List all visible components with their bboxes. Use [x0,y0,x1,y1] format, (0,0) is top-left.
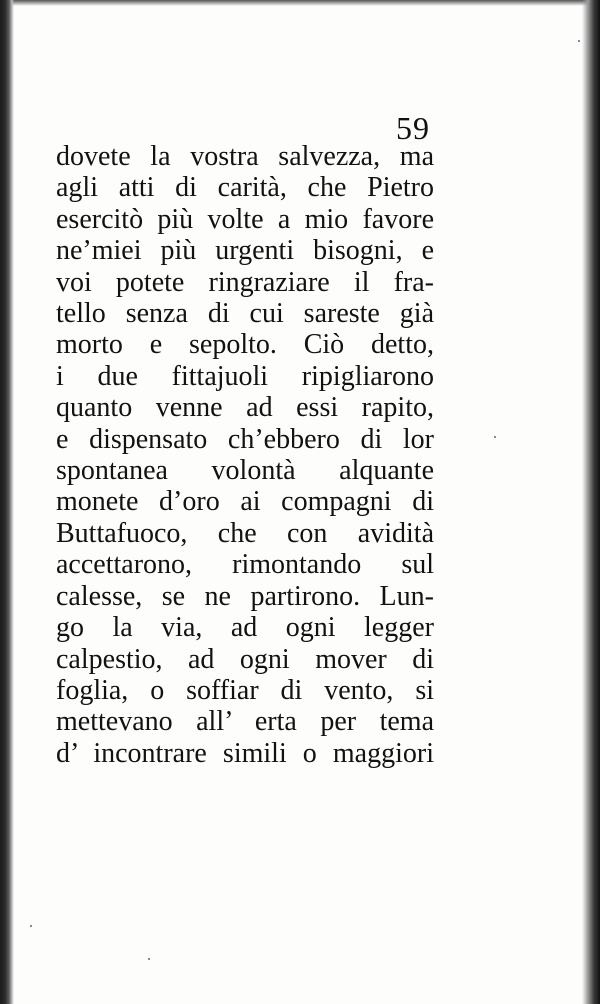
paper-speck [30,925,32,927]
text-line: voi potete ringraziare il fra- [56,266,434,298]
text-line: dovete la vostra salvezza, ma [56,141,434,172]
page-outer-edge [582,0,600,1004]
paper-speck [148,958,150,960]
text-line: tello senza di cui sareste già [56,298,434,330]
page-top-shadow [0,0,600,6]
text-line: esercitò più volte a mio favore [56,203,434,235]
text-line: i due fittajuoli ripigliarono [56,360,434,392]
text-line: monete d’oro ai compagni di [56,486,434,518]
text-line: spontanea volontà alquante [56,455,434,487]
text-line: accettarono, rimontando sul [56,549,434,581]
text-line: go la via, ad ogni legger [56,612,434,644]
paper-speck [494,436,496,438]
text-line: e dispensato ch’ebbero di lor [56,423,434,455]
text-line: d’ incontrare simili o maggiori [56,737,434,769]
text-line: Buttafuoco, che con avidità [56,517,434,549]
text-line: ne’miei più urgenti bisogni, e [56,235,434,267]
text-line: agli atti di carità, che Pietro [56,172,434,204]
page-binding-edge [0,0,14,1004]
paper-speck [578,40,580,42]
text-line: calesse, se ne partirono. Lun- [56,580,434,612]
page-number: 59 [396,110,430,146]
text-line: quanto venne ad essi rapito, [56,392,434,424]
body-text [56,141,434,769]
text-line: calpestio, ad ogni mover di [56,643,434,675]
text-line: foglia, o soffiar di vento, si [56,674,434,706]
text-line: morto e sepolto. Ciò detto, [56,329,434,361]
text-line: mettevano all’ erta per tema [56,706,434,738]
